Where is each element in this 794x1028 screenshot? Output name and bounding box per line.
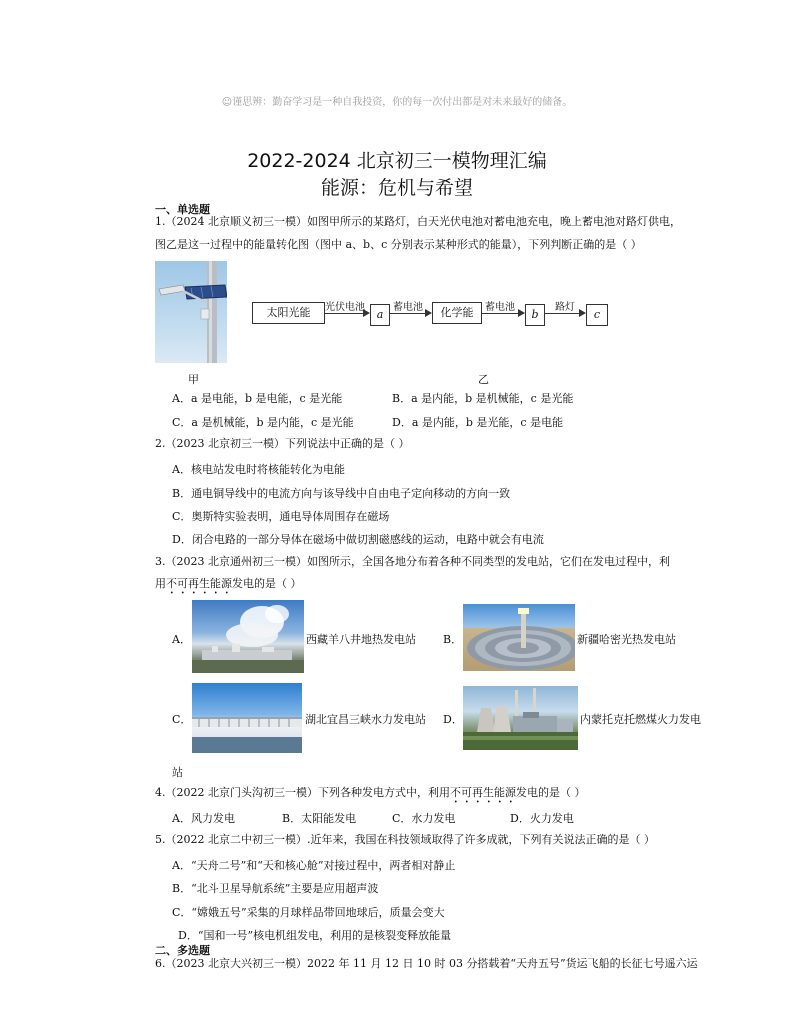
q3-stem-line1: 3.（2023 北京通州初三一模）如图所示，全国各地分布着各种不同类型的发电站，它们在发电过程中，利 [155, 555, 670, 568]
box-c: c [586, 304, 608, 326]
q2-option-a[interactable]: A．核电站发电时将核能转化为电能 [172, 463, 345, 476]
geothermal-plant-photo[interactable] [192, 600, 304, 673]
q3-option-c-letter[interactable]: C． [172, 713, 192, 726]
arrow-label-pv-cell: 光伏电池 [325, 302, 365, 313]
q4-stem: 4.（2022 北京门头沟初三一模）下列各种发电方式中，利用不可再生能源发电的是（ ） [155, 786, 586, 799]
box-chemical-energy: 化学能 [432, 302, 482, 324]
q4-option-b[interactable]: B．太阳能发电 [282, 812, 357, 825]
q1-stem-line1: 1.（2024 北京顺义初三一模）如图甲所示的某路灯，白天光伏电池对蓄电池充电，晚上蓄电池对路灯供电， [155, 215, 681, 228]
q3-option-c-label: 湖北宜昌三峡水力发电站 [305, 713, 426, 726]
street-light-photo [155, 261, 227, 363]
figure-label-yi: 乙 [478, 373, 489, 386]
q5-option-a[interactable]: A．“天舟二号”和“天和核心舱”对接过程中，两者相对静止 [172, 859, 456, 872]
q4-emphasis-nonrenewable: 不可再生能源 [449, 786, 516, 799]
q3-emphasis-nonrenewable: 不可再生能源 [166, 577, 232, 590]
q3-stem-line2: 用不可再生能源发电的是（ ） [155, 577, 302, 590]
document-title: 2022-2024 北京初三一模物理汇编 [247, 150, 547, 172]
section-heading-multiple-choice: 二、多选题 [155, 944, 210, 957]
q1-option-d[interactable]: D．a 是内能，b 是光能，c 是电能 [392, 416, 564, 429]
q3-option-b-label: 新疆哈密光热发电站 [577, 633, 676, 646]
q4-option-c[interactable]: C．水力发电 [392, 812, 456, 825]
q2-option-c[interactable]: C．奥斯特实验表明，通电导体周围存在磁场 [172, 510, 390, 523]
q4-option-d[interactable]: D．火力发电 [510, 812, 574, 825]
q5-option-c[interactable]: C．“嫦娥五号”采集的月球样品带回地球后，质量会变大 [172, 906, 445, 919]
q2-stem: 2.（2023 北京初三一模）下列说法中正确的是（ ） [155, 437, 410, 450]
section-heading-single-choice: 一、单选题 [155, 203, 210, 216]
q2-option-b[interactable]: B．通电铜导线中的电流方向与该导线中自由电子定向移动的方向一致 [172, 487, 511, 500]
q6-stem: 6.（2023 北京大兴初三一模）2022 年 11 月 12 日 10 时 03 分搭载着“天舟五号”货运飞船的长征七号遥六运 [155, 957, 698, 970]
document-subtitle: 能源：危机与希望 [320, 177, 473, 199]
q1-stem-line2: 图乙是这一过程中的能量转化图（图中 a、b、c 分别表示某种形式的能量），下列判断正确的是（ ） [155, 238, 642, 251]
figure-label-jia: 甲 [188, 373, 199, 386]
arrow-label-battery-1: 蓄电池 [393, 302, 423, 313]
box-a: a [370, 304, 390, 326]
hydropower-dam-photo[interactable] [192, 683, 302, 753]
q3-option-a-letter[interactable]: A． [172, 633, 191, 646]
q4-option-a[interactable]: A．风力发电 [172, 812, 235, 825]
q1-option-a[interactable]: A．a 是电能，b 是电能，c 是光能 [172, 392, 343, 405]
q1-option-c[interactable]: C．a 是机械能，b 是内能，c 是光能 [172, 416, 354, 429]
arrow-label-street-light: 路灯 [555, 302, 575, 313]
q3-option-b-letter[interactable]: B． [443, 633, 463, 646]
q2-option-d[interactable]: D．闭合电路的一部分导体在磁场中做切割磁感线的运动，电路中就会有电流 [172, 533, 544, 546]
q3-option-a-label: 西藏羊八井地热发电站 [306, 633, 416, 646]
q5-stem: 5.（2022 北京二中初三一模）.近年来，我国在科技领域取得了许多成就，下列有关说法正确的是（ ） [155, 833, 655, 846]
q5-option-b[interactable]: B．“北斗卫星导航系统”主要是应用超声波 [172, 882, 379, 895]
q3-option-d-wrap: 站 [172, 766, 183, 779]
q3-option-d-label: 内蒙托克托燃煤火力发电 [580, 713, 701, 726]
q3-option-d-letter[interactable]: D． [443, 713, 463, 726]
q1-option-b[interactable]: B．a 是内能，b 是机械能，c 是光能 [392, 392, 574, 405]
header-motto: ☺谨思辨：勤奋学习是一种自我投资，你的每一次付出都是对未来最好的储备。 [221, 97, 573, 108]
q5-option-d[interactable]: D．“国和一号”核电机组发电，利用的是核裂变释放能量 [178, 929, 452, 942]
coal-power-plant-photo[interactable] [463, 686, 578, 750]
arrow-label-battery-2: 蓄电池 [485, 302, 515, 313]
solar-thermal-plant-photo[interactable] [463, 604, 575, 671]
box-solar-energy: 太阳光能 [252, 302, 325, 324]
box-b: b [525, 304, 545, 326]
